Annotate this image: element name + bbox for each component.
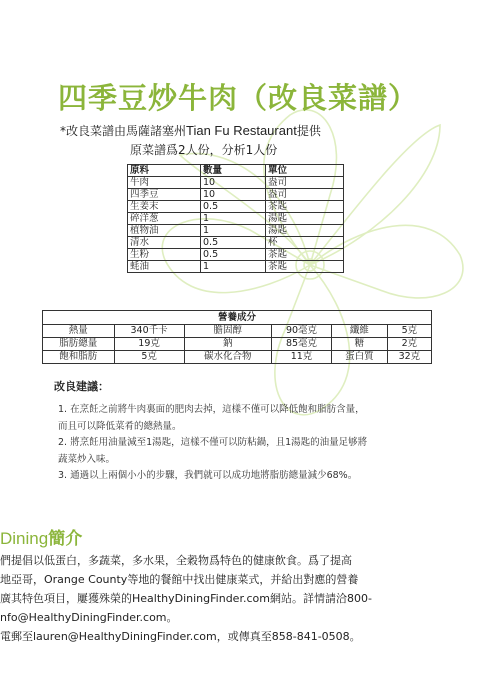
dining-title-latin: Dining <box>0 529 49 548</box>
nutrient-value: 11克 <box>271 351 331 364</box>
ingredient-qty: 0.5 <box>201 249 266 261</box>
restaurant-name: Tian Fu Restaurant <box>186 123 297 138</box>
ingredient-unit: 盎司 <box>266 177 344 189</box>
intro-line: 電郵至lauren@HealthyDiningFinder.com，或傳真至858-841-0508。 <box>0 630 361 643</box>
ingredients-header: 單位 <box>266 165 344 177</box>
ingredients-header: 數量 <box>201 165 266 177</box>
nutrient-label: 纖維 <box>332 325 388 338</box>
nutrient-value: 90毫克 <box>271 325 331 338</box>
nutrient-value: 32克 <box>387 351 431 364</box>
nutrient-value: 5克 <box>114 351 184 364</box>
ingredients-header: 原料 <box>128 165 201 177</box>
ingredient-name: 蚝油 <box>128 261 201 273</box>
ingredient-name: 生姜末 <box>128 201 201 213</box>
nutrient-label: 糖 <box>332 338 388 351</box>
table-row <box>128 177 344 189</box>
table-row <box>128 249 344 261</box>
table-row <box>128 189 344 201</box>
ingredients-table <box>127 164 344 273</box>
intro-line: 廣其特色項目，屢獲殊榮的HealthyDiningFinder.com網站。詳情請洽800- <box>0 592 372 605</box>
suggestion-line: 1. 在烹飪之前將牛肉裏面的肥肉去掉，這樣不僅可以降低飽和脂肪含量， <box>58 404 365 415</box>
ingredient-unit: 茶匙 <box>266 261 344 273</box>
source-line <box>60 122 321 139</box>
table-row <box>128 213 344 225</box>
intro-line: 們提倡以低蛋白，多蔬菜，多水果，全穀物爲特色的健康飲食。爲了提高 <box>0 554 352 567</box>
nutrient-value: 2克 <box>387 338 431 351</box>
nutrition-header: 營養成分 <box>43 311 432 325</box>
ingredient-unit: 盎司 <box>266 189 344 201</box>
nutrient-value: 5克 <box>387 325 431 338</box>
table-row <box>43 351 432 364</box>
ingredient-unit: 茶匙 <box>266 201 344 213</box>
nutrient-value: 19克 <box>114 338 184 351</box>
suggestion-line: 3. 通過以上兩個小小的步驟，我們就可以成功地將脂肪總量減少68%。 <box>58 470 358 481</box>
table-row <box>128 201 344 213</box>
source-prefix: *改良菜譜由馬薩諸塞州 <box>60 124 187 138</box>
nutrient-label: 膽固醇 <box>184 325 271 338</box>
nutrition-table <box>42 310 432 364</box>
ingredient-name: 四季豆 <box>128 189 201 201</box>
table-row <box>43 325 432 338</box>
nutrient-label: 碳水化合物 <box>184 351 271 364</box>
recipe-title: 四季豆炒牛肉（改良菜譜） <box>58 81 419 115</box>
ingredient-qty: 10 <box>201 177 266 189</box>
ingredient-qty: 1 <box>201 213 266 225</box>
dining-intro-body <box>0 551 478 646</box>
ingredient-qty: 1 <box>201 261 266 273</box>
ingredient-qty: 0.5 <box>201 201 266 213</box>
intro-line: 地亞哥，Orange County等地的餐館中找出健康菜式，并給出對應的營養 <box>0 573 359 586</box>
ingredient-name: 碎洋葱 <box>128 213 201 225</box>
nutrient-label: 鈉 <box>184 338 271 351</box>
nutrient-label: 飽和脂肪 <box>43 351 115 364</box>
ingredient-unit: 湯匙 <box>266 225 344 237</box>
table-row <box>128 237 344 249</box>
table-row <box>128 261 344 273</box>
ingredient-name: 清水 <box>128 237 201 249</box>
suggestion-line: 而且可以降低菜肴的總熱量。 <box>58 420 182 432</box>
ingredient-qty: 10 <box>201 189 266 201</box>
table-row <box>43 338 432 351</box>
suggestion-line: 蔬菜炒入味。 <box>58 453 116 465</box>
suggestions-title: 改良建議： <box>54 380 109 393</box>
nutrition-header-row <box>43 311 432 325</box>
ingredient-qty: 1 <box>201 225 266 237</box>
ingredients-header-row <box>128 165 344 177</box>
nutrient-value: 340千卡 <box>114 325 184 338</box>
suggestion-line: 2. 將烹飪用油量減至1湯匙，這樣不僅可以防粘鍋，且1湯匙的油量足够將 <box>58 437 368 448</box>
ingredient-name: 植物油 <box>128 225 201 237</box>
dining-intro-title <box>0 524 82 549</box>
nutrient-label: 熱量 <box>43 325 115 338</box>
ingredient-qty: 0.5 <box>201 237 266 249</box>
ingredient-unit: 湯匙 <box>266 213 344 225</box>
intro-line: nfo@HealthyDiningFinder.com。 <box>0 611 178 624</box>
nutrient-label: 脂肪總量 <box>43 338 115 351</box>
dining-title-cjk: 簡介 <box>48 529 83 549</box>
table-row <box>128 225 344 237</box>
suggestions-list <box>58 402 428 485</box>
ingredient-unit: 茶匙 <box>266 249 344 261</box>
source-suffix: 提供 <box>296 124 321 138</box>
nutrient-value: 85毫克 <box>271 338 331 351</box>
nutrient-label: 蛋白質 <box>332 351 388 364</box>
ingredient-name: 生粉 <box>128 249 201 261</box>
ingredient-name: 牛肉 <box>128 177 201 189</box>
ingredient-unit: 杯 <box>266 237 344 249</box>
serving-line: 原菜譜爲2人份，分析1人份 <box>130 143 278 157</box>
